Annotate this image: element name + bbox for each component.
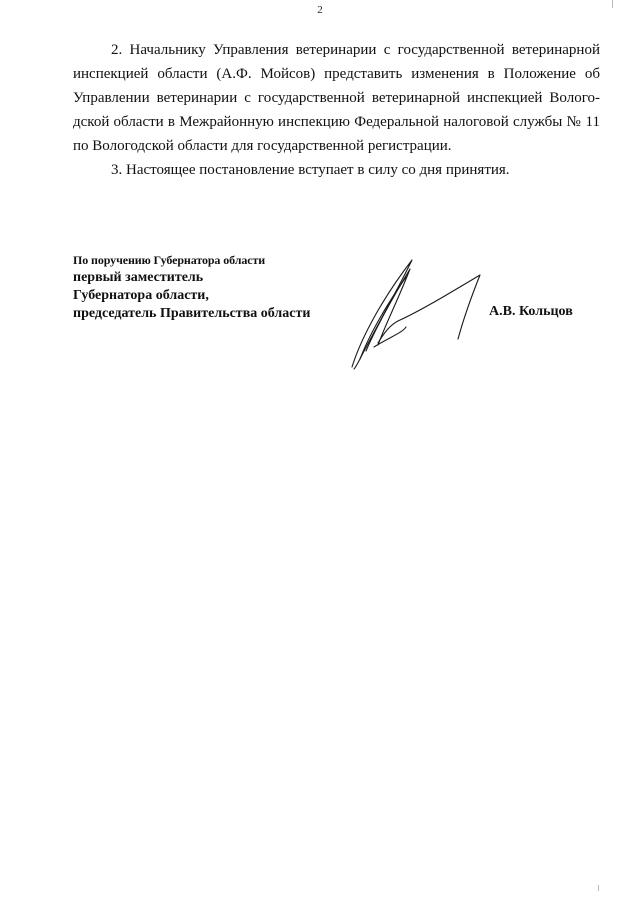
signer-title-line-2: Губернатора области, — [73, 288, 209, 303]
signer-name: А.В. Кольцов — [489, 304, 573, 319]
signer-title-line-3: председатель Правительства области — [73, 306, 311, 321]
page-number: 2 — [317, 4, 323, 16]
scan-edge-mark-bottom — [598, 885, 599, 891]
signer-title-line-1: первый заместитель — [73, 270, 204, 285]
document-body — [73, 38, 600, 182]
paragraph-2: 2. Начальнику Управления ветеринарии с государственной ветеринарной инспекцией области (А.Ф. Мойсов) представить изменения в Положение об Управлении ветеринарии с государственной ветеринарной инспекцией Вологодской области в Межрайонную инспекцию Федеральной налоговой службы № 11 по Вологодской области для государственной регистрации. — [73, 42, 600, 154]
paragraph-3: 3. Настоящее постановление вступает в силу со дня принятия. — [111, 162, 510, 178]
signature-block — [73, 251, 310, 323]
scan-edge-mark-top — [612, 0, 613, 8]
signature-instruction: По поручению Губернатора области — [73, 253, 266, 267]
handwritten-signature — [340, 255, 490, 380]
